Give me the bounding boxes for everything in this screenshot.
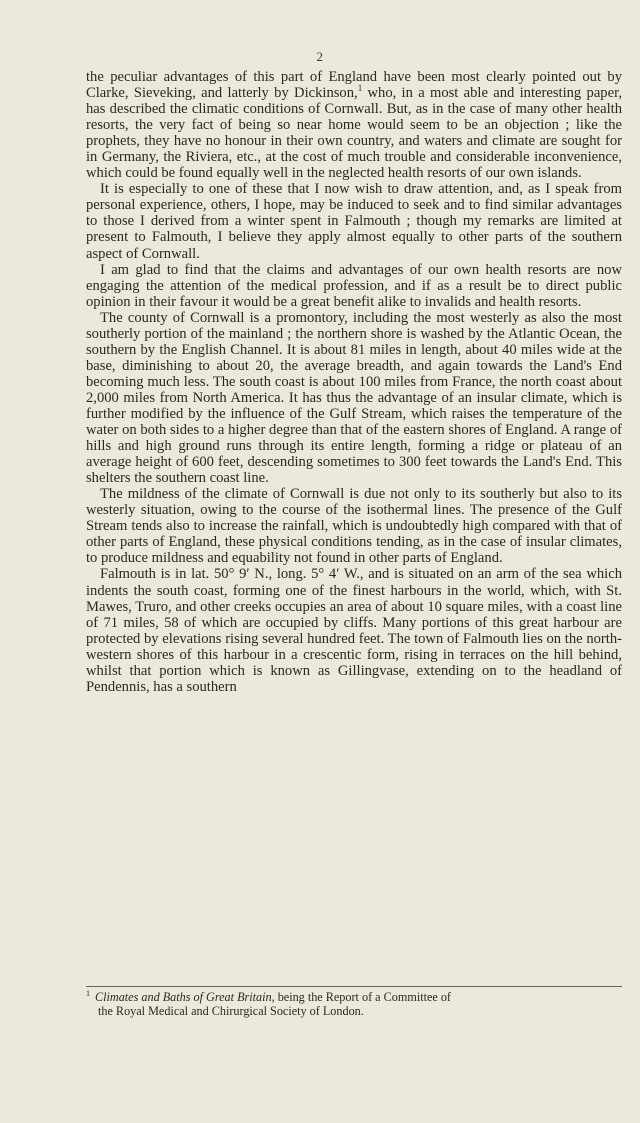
footnote-mark: 1 xyxy=(86,988,90,998)
paragraph-1-text-a: the peculiar advantages of this part of England have been most clearly pointed out by Clarke, Sieveking, and latterly by Dickinson, xyxy=(86,69,622,102)
page-number: 2 xyxy=(316,49,324,64)
footnote-title: Climates and Baths of Great Britain, xyxy=(95,990,275,1004)
paragraph-1 xyxy=(86,69,622,181)
paragraph-1-text-b: who, in a most able and interesting paper, has described the climatic conditions of Cornwall. But, as in the case of many other health resorts, the very fact of being so near home would seem to be an objection ; like the prophets, they have no honour in their own country, and waters and climate are sought for in Germany, the Riviera, etc., at the cost of much trouble and considerable inconvenience, which could be found equally well in the neglected health resorts of our own islands. xyxy=(86,85,622,182)
paragraph-5: The mildness of the climate of Cornwall is due not only to its southerly but also to its westerly situation, owing to the course of the isothermal lines. The presence of the Gulf Stream tends also to increase the rainfall, which is undoubtedly high compared with that of other parts of England, these physical conditions tending, as in the case of insular climates, to produce mildness and equability not found in other parts of England. xyxy=(86,486,622,567)
paragraph-2: It is especially to one of these that I now wish to draw attention, and, as I speak from personal experience, others, I hope, may be induced to seek and to find similar advantages to those I derived from a winter spent in Falmouth ; though my remarks are limited at present to Falmouth, I believe they apply almost equally to other parts of the southern aspect of Cornwall. xyxy=(86,181,622,262)
footnote xyxy=(86,988,622,1018)
paragraph-4: The county of Cornwall is a promontory, including the most westerly as also the most southerly portion of the mainland ; the northern shore is washed by the Atlantic Ocean, the southern by the English Channel. It is about 81 miles in length, about 40 miles wide at the base, diminishing to about 20, the average breadth, and again towards the Land's End becoming much less. The south coast is about 100 miles from France, the north coast about 2,000 miles from North America. It has thus the advantage of an insular climate, which is further modified by the influence of the Gulf Stream, which raises the temperature of the water on both sides to a higher degree than that of the eastern shores of England. A range of hills and high ground runs through its entire length, forming a ridge or plateau of an average height of 600 feet, descending sometimes to 300 feet towards the Land's End. This shelters the southern coast line. xyxy=(86,309,622,487)
paragraph-3: I am glad to find that the claims and advantages of our own health resorts are now engaging the attention of the medical profession, and if as a result be to direct public opinion in their favour it would be a great benefit alike to invalids and health resorts. xyxy=(86,261,622,310)
paragraph-6: Falmouth is in lat. 50° 9′ N., long. 5° 4′ W., and is situated on an arm of the sea which indents the south coast, forming one of the finest harbours in the world, which, with St. Mawes, Truro, and other creeks occupies an area of about 10 square miles, with a coast line of 71 miles, 58 of which are occupied by cliffs. Many portions of this great harbour are protected by elevations rising several hundred feet. The town of Falmouth lies on the north-western shores of this harbour in a crescentic form, rising in terraces on the hill behind, whilst that portion which is known as Gillingvase, extending on to the headland of Pendennis, has a southern xyxy=(86,566,622,695)
footnote-reference: 1 xyxy=(357,83,363,94)
body-text xyxy=(86,69,622,695)
footnote-text: being the Report of a Committee of xyxy=(274,990,451,1004)
footnote-divider xyxy=(86,986,622,987)
footnote-continuation: the Royal Medical and Chirurgical Society of London. xyxy=(98,1003,364,1018)
